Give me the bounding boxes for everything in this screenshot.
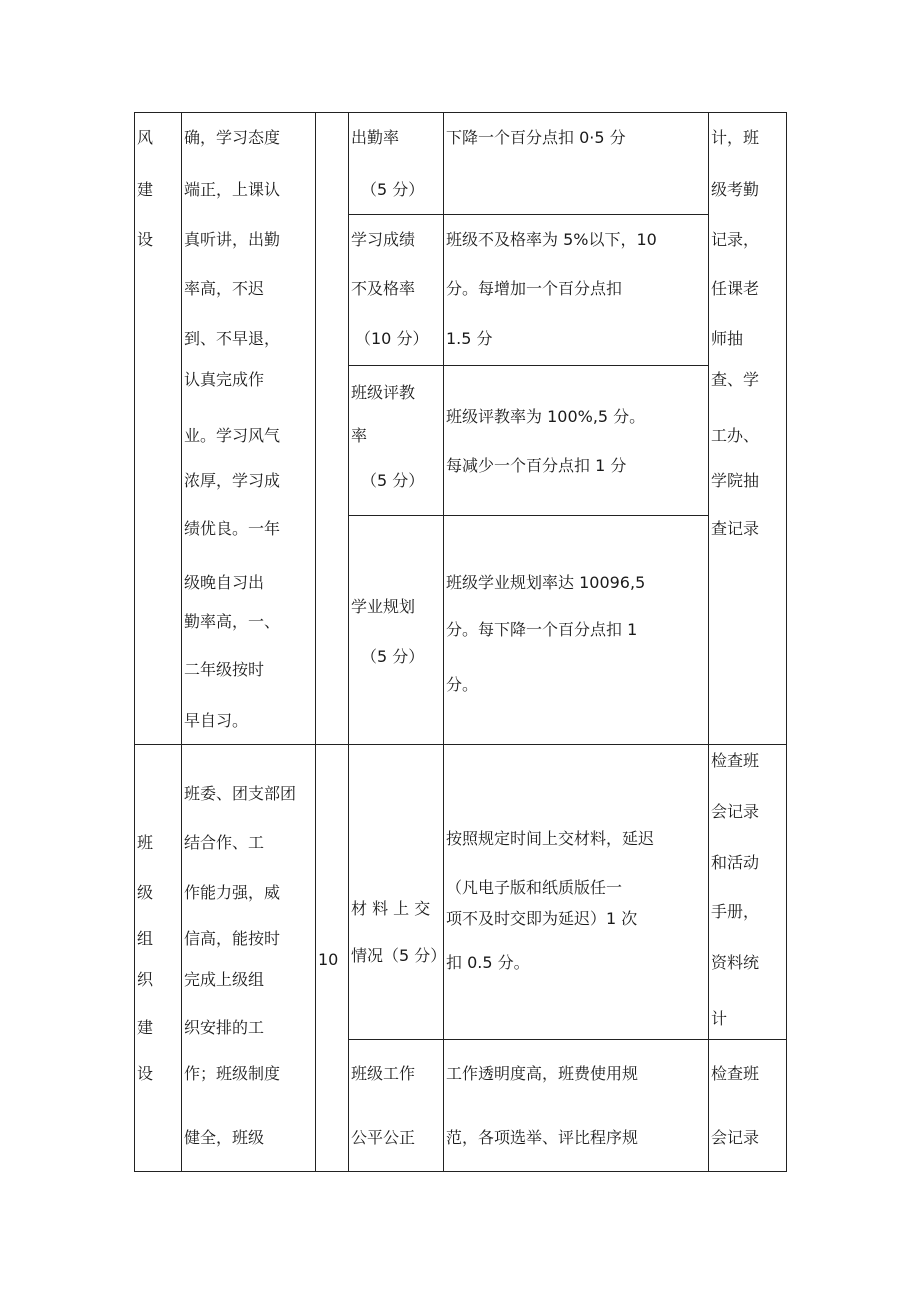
category-char: 织 — [137, 970, 154, 989]
standard-line: 作；班级制度 — [184, 1064, 281, 1083]
item-criteria: 分。每下降一个百分点扣 1 — [446, 620, 638, 639]
item-criteria: 按照规定时间上交材料，延迟 — [446, 829, 655, 848]
item-criteria: 班级评教率为 100%,5 分。 — [446, 407, 646, 426]
standard-line: 信高，能按时 — [184, 929, 281, 948]
item-divider — [348, 214, 708, 215]
method-line: 计，班 — [711, 128, 760, 147]
standard-line: 率高，不迟 — [184, 279, 265, 298]
category-char: 设 — [137, 230, 154, 249]
item-criteria: （凡电子版和纸质版任一 — [446, 878, 623, 897]
standard-line: 绩优良。一年 — [184, 519, 281, 538]
standard-line: 健全，班级 — [184, 1128, 265, 1147]
item-name: 公平公正 — [351, 1128, 416, 1147]
method-line: 任课老 — [711, 279, 760, 298]
table-left-border — [134, 112, 135, 1172]
column-divider — [443, 112, 444, 1172]
column-divider — [315, 112, 316, 1172]
item-name: （5 分） — [361, 180, 425, 199]
item-name: （10 分） — [355, 329, 429, 348]
method-line: 查、学 — [711, 370, 760, 389]
standard-line: 级晚自习出 — [184, 573, 265, 592]
method-line: 会记录 — [711, 802, 760, 821]
method-line: 检查班 — [711, 751, 760, 770]
method-line: 记录， — [711, 230, 760, 249]
item-name: 班级评教 — [351, 383, 416, 402]
standard-line: 端正，上课认 — [184, 180, 281, 199]
item-name: （5 分） — [361, 471, 425, 490]
method-line: 手册， — [711, 902, 760, 921]
item-criteria: 工作透明度高，班费使用规 — [446, 1064, 639, 1083]
standard-line: 到、不早退， — [184, 329, 281, 348]
standard-line: 早自习。 — [184, 711, 249, 730]
standard-line: 班委、团支部团 — [184, 784, 297, 803]
item-name: 率 — [351, 426, 368, 445]
standard-line: 织安排的工 — [184, 1018, 265, 1037]
method-line: 和活动 — [711, 853, 760, 872]
item-criteria: 1.5 分 — [446, 329, 493, 348]
item-name: 学习成绩 — [351, 230, 416, 249]
column-divider — [348, 112, 349, 1172]
item-criteria: 班级学业规划率达 10096,5 — [446, 573, 646, 592]
standard-line: 业。学习风气 — [184, 426, 281, 445]
item-criteria: 扣 0.5 分。 — [446, 953, 530, 972]
item-name: （5 分） — [361, 647, 425, 666]
item-criteria: 项不及时交即为延迟）1 次 — [446, 909, 638, 928]
item-criteria: 下降一个百分点扣 0·5 分 — [446, 128, 626, 147]
score-value: 10 — [318, 950, 339, 969]
item-name: 不及格率 — [351, 279, 416, 298]
table-right-border — [786, 112, 787, 1172]
table-top-border — [134, 112, 786, 113]
method-line: 师抽 — [711, 329, 744, 348]
item-criteria: 班级不及格率为 5%以下，10 — [446, 230, 657, 249]
standard-line: 浓厚，学习成 — [184, 471, 281, 490]
item-name: 班级工作 — [351, 1064, 416, 1083]
method-line: 查记录 — [711, 519, 760, 538]
item-criteria: 每减少一个百分点扣 1 分 — [446, 456, 627, 475]
standard-line: 作能力强，威 — [184, 883, 281, 902]
item-divider — [348, 1039, 786, 1040]
standard-line: 二年级按时 — [184, 660, 265, 679]
item-name: 出勤率 — [351, 128, 400, 147]
method-line: 级考勤 — [711, 180, 760, 199]
category-char: 风 — [137, 128, 154, 147]
standard-line: 真听讲，出勤 — [184, 230, 281, 249]
row-divider — [134, 744, 786, 745]
item-divider — [348, 365, 708, 366]
item-name: 材 料 上 交 — [351, 899, 431, 918]
item-name: 情况（5 分） — [351, 946, 447, 965]
category-char: 级 — [137, 883, 154, 902]
method-line: 会记录 — [711, 1128, 760, 1147]
standard-line: 完成上级组 — [184, 970, 265, 989]
category-char: 建 — [137, 1018, 154, 1037]
item-name: 学业规划 — [351, 597, 416, 616]
category-char: 组 — [137, 929, 154, 948]
table-bottom-border — [134, 1171, 786, 1172]
item-criteria: 分。每增加一个百分点扣 — [446, 279, 623, 298]
method-line: 学院抽 — [711, 471, 760, 490]
column-divider — [181, 112, 182, 1172]
standard-line: 勤率高，一、 — [184, 612, 281, 631]
method-line: 工办、 — [711, 426, 760, 445]
item-criteria: 分。 — [446, 675, 479, 694]
method-line: 计 — [711, 1009, 728, 1028]
standard-line: 结合作、工 — [184, 833, 265, 852]
item-criteria: 范，各项选举、评比程序规 — [446, 1128, 639, 1147]
column-divider — [708, 112, 709, 1172]
method-line: 检查班 — [711, 1064, 760, 1083]
item-divider — [348, 515, 708, 516]
standard-line: 确，学习态度 — [184, 128, 281, 147]
category-char: 建 — [137, 180, 154, 199]
category-char: 设 — [137, 1064, 154, 1083]
category-char: 班 — [137, 833, 154, 852]
method-line: 资料统 — [711, 953, 760, 972]
standard-line: 认真完成作 — [184, 370, 265, 389]
